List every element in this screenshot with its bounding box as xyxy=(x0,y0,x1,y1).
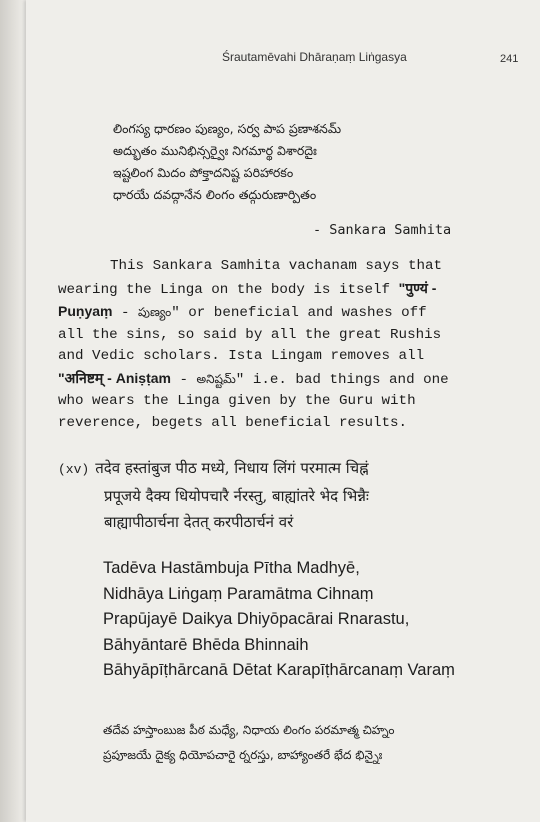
term-punyam-roman: Puṇyaṃ xyxy=(58,303,113,319)
paragraph-line: reverence, begets all beneficial results. xyxy=(58,414,408,431)
sanskrit-line: प्रपूजये दैक्य धियोपचारै र्नरस्तु, बाह्यांतरे भेद भिन्नैः xyxy=(104,487,369,505)
sanskrit-verse xyxy=(58,455,518,535)
term-anistam-roman: Aniṣṭam xyxy=(115,369,171,386)
explanation-paragraph xyxy=(58,256,513,434)
page-binding-edge xyxy=(0,0,26,822)
paragraph-line: This Sankara Samhita vachanam says that xyxy=(110,258,443,274)
term-punyam-telugu: పుణ్యం xyxy=(138,305,172,319)
transliteration-block xyxy=(103,556,523,684)
telugu-bottom-line: ప్రపూజయే దైక్య ధియోపచారై ర్నరస్తు, బాహ్యాంతరే భేద భిన్నైః xyxy=(103,748,383,762)
telugu-verse xyxy=(113,118,513,206)
paragraph-line xyxy=(58,278,513,302)
separator: - xyxy=(170,371,197,388)
paragraph-line: who wears the Linga given by the Guru with xyxy=(58,393,416,409)
transliteration-line: Tadēva Hastāmbuja Pītha Madhyē, xyxy=(103,559,360,577)
paragraph-line xyxy=(58,368,513,392)
separator: - xyxy=(112,305,139,321)
transliteration-line: Prapūjayē Daikya Dhiyōpacārai Rnarastu, xyxy=(103,610,410,628)
transliteration-line: Bāhyāpīṭhārcanā Dētat Karapīṭhārcanaṃ Varaṃ xyxy=(103,661,455,679)
paragraph-text: wearing the Linga on the body is itself xyxy=(58,281,391,298)
page-number: 241 xyxy=(500,53,519,65)
telugu-verse-line: అద్భుతం మునిభిన్సర్వైః నిగమార్థ విశారదైః xyxy=(113,143,317,158)
paragraph-text: " or beneficial and washes off xyxy=(171,305,427,321)
transliteration-line: Bāhyāntarē Bhēda Bhinnaih xyxy=(103,635,309,654)
paragraph-text: " i.e. bad things and one xyxy=(235,371,449,388)
sanskrit-line: बाह्यापीठार्चना देतत् करपीठार्चनं वरं xyxy=(104,513,294,531)
term-anistam-telugu: అనిష్టమ్ xyxy=(196,371,236,386)
term-anistam-devanagari: "अनिष्टम् - xyxy=(58,369,116,386)
sanskrit-text: तदेव हस्तांबुज पीठ मध्ये, निधाय लिंगं परमात्म चिह्नं xyxy=(95,459,369,477)
transliteration-line: Nidhāya Liṅgaṃ Paramātma Cihnaṃ xyxy=(103,584,374,603)
paragraph-line xyxy=(58,301,513,325)
telugu-bottom-line: తదేవ హస్తాంబుజ పీఠ మధ్యే, నిధాయ లింగం పరమాత్మ చిహ్నం xyxy=(103,723,395,737)
verse-number: (xv) xyxy=(58,462,90,477)
sanskrit-line xyxy=(58,455,518,483)
telugu-verse-line: ధారయే దవద్గానేన లింగం తద్గురుణార్పితం xyxy=(113,187,317,202)
verse-attribution: - Sankara Samhita xyxy=(313,222,452,238)
paragraph-line: and Vedic scholars. Ista Lingam removes all xyxy=(58,348,425,364)
telugu-bottom-verse xyxy=(103,718,523,768)
running-header: Śrautamēvahi Dhāraṇaṃ Liṅgasya xyxy=(222,50,407,64)
telugu-verse-line: లింగస్య ధారణం పుణ్యం, సర్వ పాప ప్రణాశనమ్ xyxy=(113,121,342,136)
telugu-verse-line: ఇష్టలింగ మిదం పోక్తాదనిష్ట పరిహారకం xyxy=(113,165,294,180)
term-punyam-devanagari: "पुण्यं - xyxy=(398,279,437,296)
paragraph-line: all the sins, so said by all the great Rushis xyxy=(58,326,442,343)
